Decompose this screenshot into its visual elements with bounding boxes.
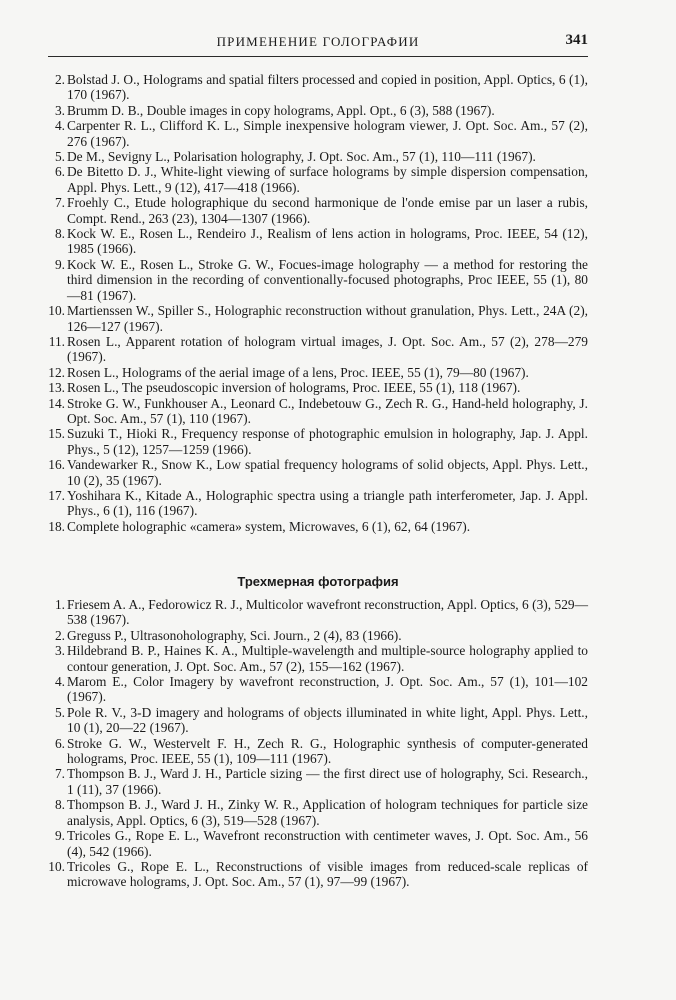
reference-text: Thompson B. J., Ward J. H., Zinky W. R., Application of hologram techniques for particle size analysis, Appl. Optics, 6 (3), 519—528 (1967). — [67, 797, 588, 828]
reference-item — [48, 736, 588, 767]
reference-text: Bolstad J. O., Holograms and spatial filters processed and copied in position, Appl. Optics, 6 (1), 170 (1967). — [67, 72, 588, 103]
reference-text: Tricoles G., Rope E. L., Reconstructions of visible images from reduced-scale replicas of microwave holograms, J. Opt. Soc. Am., 57 (1), 97—99 (1967). — [67, 858, 588, 890]
reference-number: 15. — [48, 426, 65, 442]
reference-item — [48, 118, 588, 149]
header-divider — [48, 56, 588, 57]
reference-number: 10. — [48, 858, 65, 874]
reference-text: Froehly C., Etude holographique du second harmonique de l'onde emise par un laser a rubis, Compt. Rend., 263 (23), 1304—1307 (1966). — [67, 195, 588, 226]
reference-number: 13. — [48, 380, 65, 396]
reference-item — [48, 303, 588, 334]
reference-text: De M., Sevigny L., Polarisation holography, J. Opt. Soc. Am., 57 (1), 110—111 (1967). — [67, 149, 536, 165]
reference-number: 17. — [48, 487, 65, 503]
reference-number: 9. — [54, 256, 65, 272]
reference-item — [48, 396, 588, 427]
reference-item — [48, 628, 588, 643]
reference-text: Rosen L., Holograms of the aerial image of a lens, Proc. IEEE, 55 (1), 79—80 (1967). — [67, 364, 529, 380]
reference-number: 3. — [54, 643, 65, 659]
reference-text: Complete holographic «camera» system, Microwaves, 6 (1), 62, 64 (1967). — [67, 518, 471, 534]
page-number: 341 — [565, 32, 588, 48]
reference-text: Friesem A. A., Fedorowicz R. J., Multicolor wavefront reconstruction, Appl. Optics, 6 (3), 529—538 (1967). — [67, 597, 588, 628]
reference-item — [48, 426, 588, 457]
reference-text: Marom E., Color Imagery by wavefront reconstruction, J. Opt. Soc. Am., 57 (1), 101—102 (1967). — [67, 674, 588, 705]
reference-item — [48, 149, 588, 164]
reference-item — [48, 705, 588, 736]
reference-number: 2. — [54, 627, 65, 643]
reference-text: Martienssen W., Spiller S., Holographic reconstruction without granulation, Phys. Lett., 24A (2), 126—127 (1967). — [67, 303, 588, 334]
reference-number: 6. — [54, 735, 65, 751]
reference-number: 2. — [54, 72, 65, 87]
reference-number: 8. — [54, 226, 65, 242]
reference-text: Brumm D. B., Double images in copy holograms, Appl. Opt., 6 (3), 588 (1967). — [67, 102, 495, 118]
reference-item — [48, 103, 588, 118]
reference-text: Carpenter R. L., Clifford K. L., Simple inexpensive hologram viewer, J. Opt. Soc. Am., 57 (2), 276 (1967). — [67, 118, 588, 149]
reference-item — [48, 72, 588, 103]
reference-text: Greguss P., Ultrasonoholography, Sci. Journ., 2 (4), 83 (1966). — [67, 627, 402, 643]
reference-number: 11. — [48, 333, 65, 349]
reference-item — [48, 365, 588, 380]
reference-text: Vandewarker R., Snow K., Low spatial frequency holograms of solid objects, Appl. Phys. Lett., 10 (2), 35 (1967). — [67, 457, 588, 488]
reference-item — [48, 380, 588, 395]
reference-number: 8. — [54, 797, 65, 813]
reference-text: Hildebrand B. P., Haines K. A., Multiple-wavelength and multiple-source holography applied to contour generation, J. Opt. Soc. Am., 57 (2), 155—162 (1967). — [67, 643, 588, 674]
reference-number: 14. — [48, 395, 65, 411]
reference-number: 1. — [54, 597, 65, 612]
reference-item — [48, 334, 588, 365]
reference-text: Pole R. V., 3-D imagery and holograms of objects illuminated in white light, Appl. Phys. Lett., 10 (1), 20—22 (1967). — [67, 704, 588, 736]
reference-item — [48, 226, 588, 257]
reference-number: 18. — [48, 518, 65, 534]
reference-number: 6. — [54, 164, 65, 180]
reference-item — [48, 597, 588, 628]
reference-text: Kock W. E., Rosen L., Rendeiro J., Realism of lens action in holograms, Proc. IEEE, 54 (12), 1985 (1966). — [67, 226, 588, 257]
reference-list-holography-applications — [48, 72, 588, 534]
section-heading: Трехмерная фотография — [237, 574, 399, 589]
reference-list-3d-photography — [48, 597, 588, 890]
reference-number: 3. — [54, 102, 65, 118]
reference-text: Rosen L., The pseudoscopic inversion of holograms, Proc. IEEE, 55 (1), 118 (1967). — [67, 380, 521, 396]
running-header — [48, 34, 588, 56]
reference-number: 4. — [54, 674, 65, 690]
running-header-title: ПРИМЕНЕНИЕ ГОЛОГРАФИИ — [216, 34, 420, 49]
reference-text: Yoshihara K., Kitade A., Holographic spectra using a triangle path interferometer, Jap. J. Appl. Phys., 6 (1), 116 (1967). — [67, 487, 588, 519]
reference-number: 5. — [54, 149, 65, 165]
reference-item — [48, 488, 588, 519]
reference-number: 5. — [54, 704, 65, 720]
reference-text: Tricoles G., Rope E. L., Wavefront reconstruction with centimeter waves, J. Opt. Soc. Am., 56 (4), 542 (1966). — [67, 828, 588, 859]
reference-item — [48, 797, 588, 828]
reference-number: 9. — [54, 828, 65, 844]
reference-item — [48, 859, 588, 890]
reference-item — [48, 519, 588, 534]
reference-item — [48, 257, 588, 303]
reference-text: De Bitetto D. J., White-light viewing of surface holograms by simple dispersion compensation, Appl. Phys. Lett., 9 (12), 417—418 (1966). — [67, 164, 588, 195]
reference-item — [48, 643, 588, 674]
reference-item — [48, 766, 588, 797]
reference-number: 7. — [54, 195, 65, 211]
reference-number: 12. — [48, 364, 65, 380]
reference-item — [48, 195, 588, 226]
reference-text: Stroke G. W., Funkhouser A., Leonard C., Indebetouw G., Zech R. G., Hand-held holography, J. Opt. Soc. Am., 57 (1), 110 (1967). — [67, 395, 588, 426]
reference-text: Suzuki T., Hioki R., Frequency response of photographic emulsion in holography, Jap. J. Appl. Phys., 5 (12), 1257—1259 (1966). — [67, 426, 588, 457]
reference-text: Thompson B. J., Ward J. H., Particle sizing — the first direct use of holography, Sci. Research., 1 (11), 37 (1966). — [67, 766, 588, 797]
reference-number: 7. — [54, 766, 65, 782]
reference-text: Rosen L., Apparent rotation of hologram virtual images, J. Opt. Soc. Am., 57 (2), 278—279 (1967). — [67, 333, 588, 365]
reference-number: 16. — [48, 457, 65, 473]
reference-item — [48, 674, 588, 705]
reference-number: 10. — [48, 303, 65, 319]
reference-text: Stroke G. W., Westervelt F. H., Zech R. G., Holographic synthesis of computer-generated holograms, Proc. IEEE, 55 (1), 109—111 (1967). — [67, 735, 588, 767]
reference-item — [48, 828, 588, 859]
reference-item — [48, 457, 588, 488]
reference-number: 4. — [54, 118, 65, 134]
reference-item — [48, 164, 588, 195]
reference-text: Kock W. E., Rosen L., Stroke G. W., Focues-image holography — a method for restoring the third dimension in the recording of conventionally-focused photographs, Proc IEEE, 55 (1), 80—81 (1967). — [67, 256, 588, 303]
